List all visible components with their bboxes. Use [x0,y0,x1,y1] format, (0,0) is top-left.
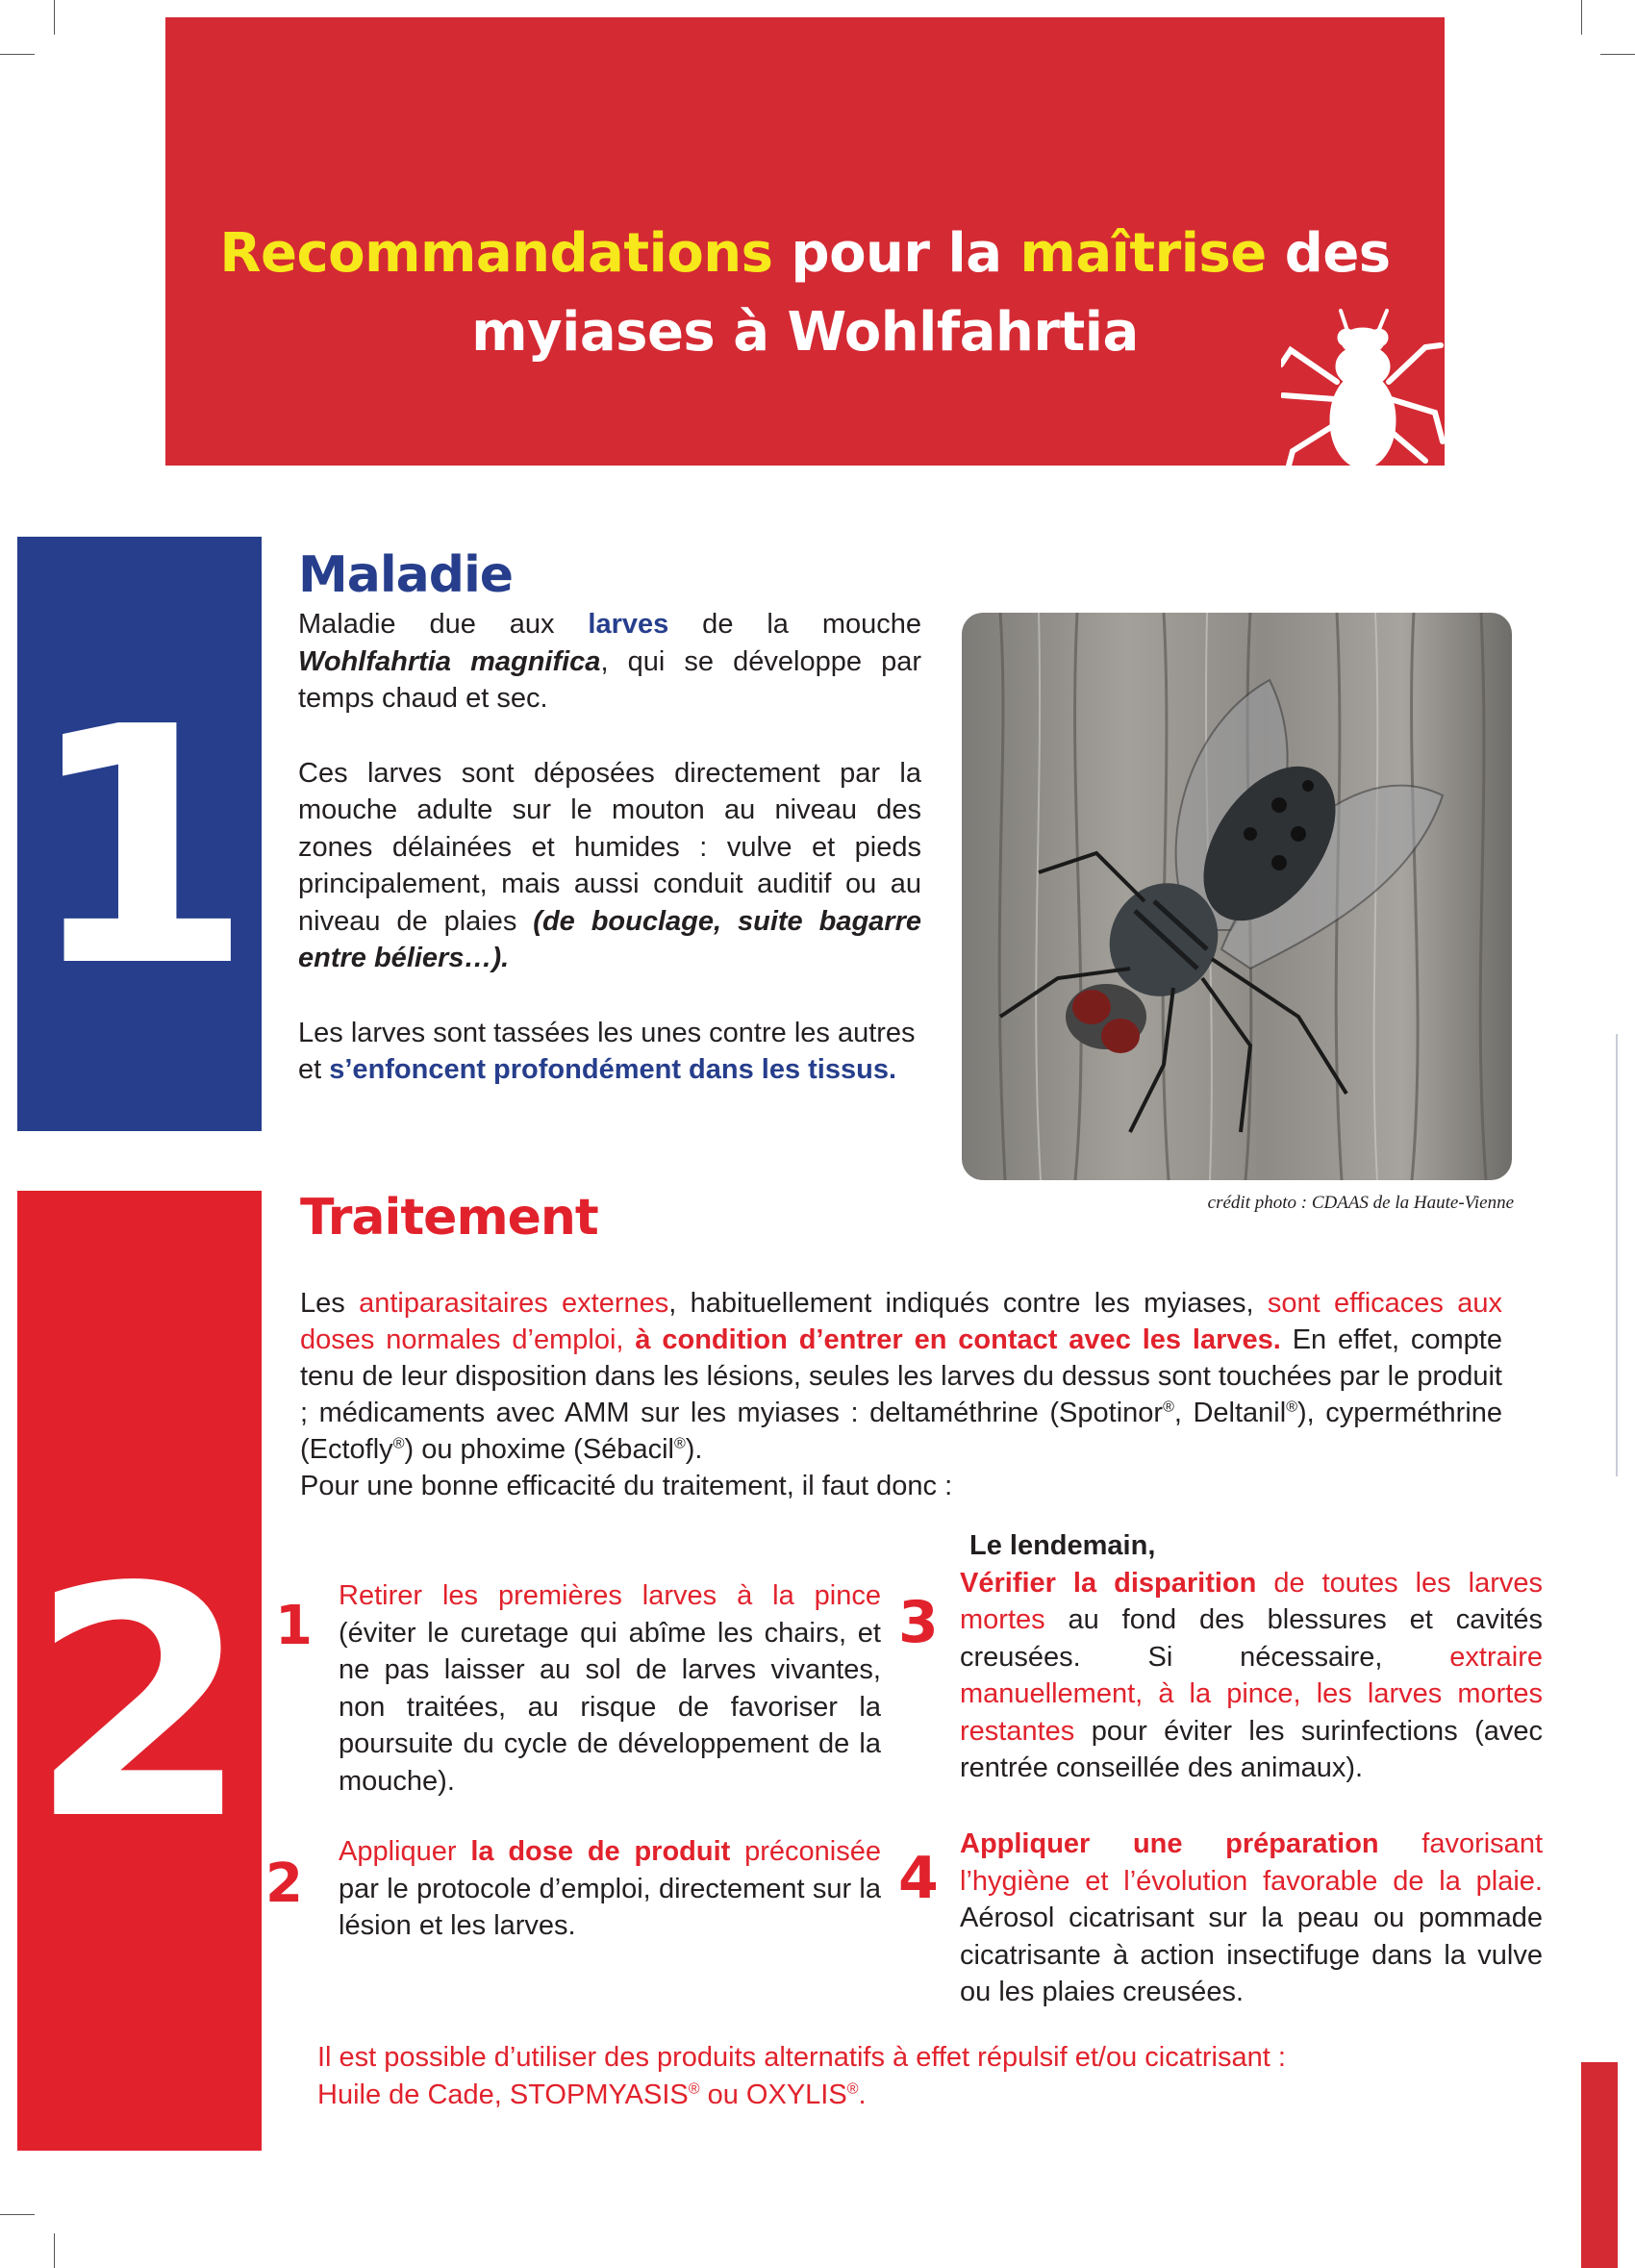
paragraph [300,1285,1502,1468]
emphasis-text: extraire manuellement, à la pince, les larves mortes restantes [960,1641,1543,1747]
text: (éviter le curetage qui abîme les chairs, et ne pas laisser au sol de larves vivantes, non traitées, au risque de favoriser la poursuite du cycle de développement de la mouche). [339,1617,881,1797]
emphasis-text: Vérifier la disparition [960,1567,1257,1599]
emphasis-text: (de bouclage, suite bagarre entre béliers…). [298,905,921,973]
text: Les [300,1288,360,1319]
registered-mark: ® [846,2080,859,2098]
fly-silhouette-icon [1281,307,1445,466]
paragraph [298,755,921,977]
crop-mark [1600,54,1635,55]
edge-bar [1581,2062,1618,2268]
title-highlight: maîtrise [1019,222,1267,285]
fly-photo [962,613,1512,1180]
emphasis-text: Appliquer une préparation [960,1828,1379,1859]
paragraph: Pour une bonne efficacité du traitement, il faut donc : [300,1471,953,1501]
species-name: Wohlfahrtia magnifica [298,645,601,677]
section-1-number-block [17,537,262,1131]
step-number-1: 1 [275,1595,313,1657]
section-2-number-block [17,1191,262,2151]
emphasis-text: à condition d’entrer en contact avec les larves. [635,1324,1281,1355]
section-number: 2 [29,1520,250,1889]
text: Ces larves sont déposées directement par la mouche adulte sur le mouton au niveau des zones délainées et humides : vulve et pieds principalement, mais aussi conduit auditif ou au niveau de plaies [298,757,921,937]
alternative-products-note [317,2039,1472,2114]
paragraph [298,606,921,718]
emphasis-text: Appliquer [339,1836,471,1867]
crop-mark [0,2214,35,2215]
emphasis-text: préconisée [730,1836,881,1867]
crop-mark [54,0,55,35]
step-number-3: 3 [898,1589,939,1656]
edge-line [1616,1034,1618,1476]
text: , habituellement indiqués contre les myiases, [668,1288,1268,1319]
paragraph [298,1015,921,1089]
crop-mark [1581,0,1582,35]
step-2-text [339,1833,881,1945]
text: par le protocole d’emploi, directement sur la lésion et les larves. [339,1873,881,1941]
text: ou OXYLIS [699,2079,847,2110]
emphasis-text: favorisant l’hygiène et l’évolution favorable de la plaie. [960,1828,1543,1897]
emphasis-text: de toutes les larves mortes [960,1567,1543,1635]
crop-mark [0,54,35,55]
step-number-2: 2 [265,1852,303,1915]
text [317,2077,1472,2114]
text: ), cyperméthrine (Ectofly [300,1398,1503,1465]
title-line-2: myiases à Wohlfahrtia [471,301,1139,364]
emphasis-text: larves [588,609,669,640]
registered-mark: ® [392,1435,405,1452]
emphasis-text: sont efficaces aux doses normales d’emploi, [300,1288,1502,1355]
text: , Deltanil [1173,1398,1287,1428]
text: Maladie due aux [298,609,589,640]
text: En effet, compte tenu de leur disposition dans les lésions, seules les larves du dessus sont touchées par le produit ; médicaments avec AMM sur les myiases : deltaméthrine (Spotinor [300,1324,1502,1428]
text: Aérosol cicatrisant sur la peau ou pommade cicatrisante à action insectifuge dans la vulve ou les plaies creusées. [960,1903,1543,2007]
step-number-4: 4 [898,1845,939,1912]
text: , qui se développe par temps chaud et sec. [298,645,921,714]
step-3-header: Le lendemain, [969,1530,1156,1561]
emphasis-text: s’enfoncent profondément dans les tissus. [329,1054,897,1085]
step-4-text [960,1826,1543,2011]
text: Huile de Cade, STOPMYASIS [317,2079,689,2110]
section-heading-maladie: Maladie [298,546,514,604]
emphasis-text: Retirer les premières larves à la pince [339,1580,881,1611]
section-number: 1 [25,658,254,1039]
section-heading-traitement: Traitement [300,1189,598,1247]
text: Les larves sont tassées les unes contre les autres et [298,1017,916,1085]
registered-mark: ® [673,1435,686,1452]
page-title [165,214,1445,372]
maladie-text [298,606,921,1089]
text: ). [685,1434,703,1465]
step-3-text [960,1527,1543,1787]
text: au fond des blessures et cavités creusées. Si nécessaire, [960,1604,1543,1673]
text: Il est possible d’utiliser des produits alternatifs à effet répulsif et/ou cicatrisant : [317,2042,1286,2073]
header-banner [165,17,1445,466]
text: de la mouche [668,609,921,640]
traitement-intro [300,1285,1502,1504]
crop-mark [54,2233,55,2268]
title-highlight: Recommandations [219,222,773,285]
text: . [858,2079,867,2110]
registered-mark: ® [688,2080,700,2098]
title-text: des [1266,222,1391,285]
text: ) ou phoxime (Sébacil [404,1434,674,1465]
step-1-text [339,1577,881,1800]
title-text: pour la [772,222,1020,285]
photo-credit: crédit photo : CDAAS de la Haute-Vienne [1207,1193,1514,1213]
text: pour éviter les surinfections (avec rentrée conseillée des animaux). [960,1715,1543,1783]
emphasis-text: la dose de produit [470,1836,731,1867]
emphasis-text: antiparasitaires externes [359,1288,669,1319]
registered-mark: ® [1163,1399,1174,1416]
registered-mark: ® [1286,1399,1297,1416]
